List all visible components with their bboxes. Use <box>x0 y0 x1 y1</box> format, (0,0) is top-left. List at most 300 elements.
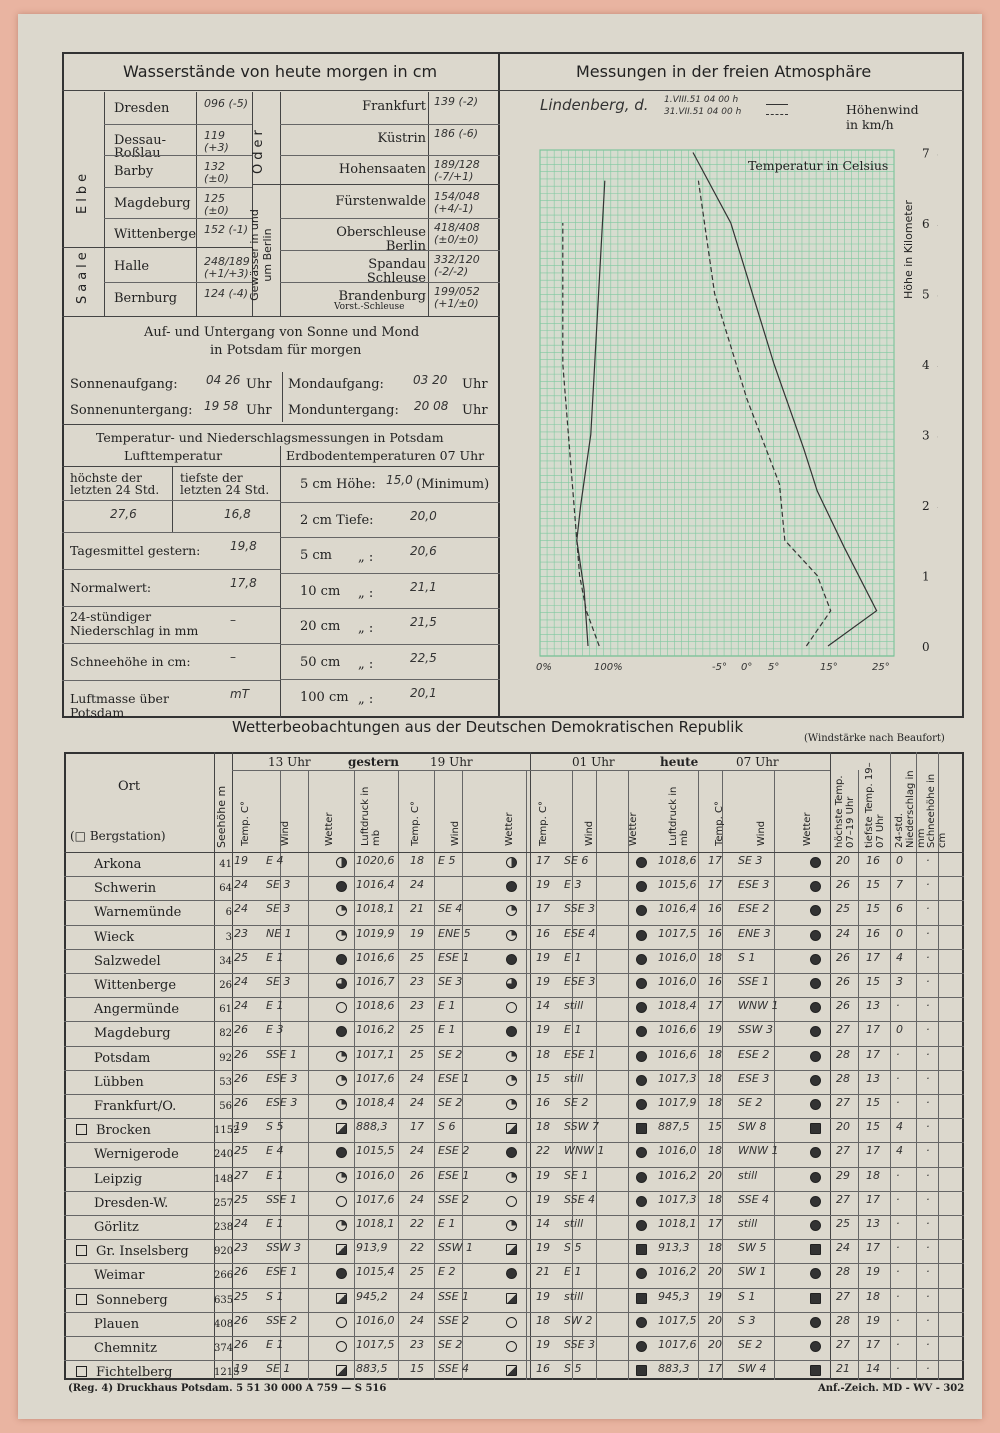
obs-height: 374 <box>214 1343 234 1354</box>
obs-t13: 25 <box>234 950 248 964</box>
obs-w01: SE 6 <box>564 854 589 867</box>
water-left-name: Wittenberge <box>114 227 197 243</box>
obs-n: 4 <box>896 1144 903 1158</box>
obs-t19: 24 <box>410 1096 424 1109</box>
potsdam-right-line <box>280 608 500 609</box>
weather-07-icon <box>810 930 821 941</box>
obs-t19: 26 <box>410 1168 424 1182</box>
obs-t01: 21 <box>536 1265 550 1279</box>
potsdam-right-label: 20 cm <box>300 619 341 634</box>
obs-w07: SSE 4 <box>738 1192 770 1206</box>
uhr-2: Uhr <box>246 403 272 418</box>
potsdam-right-line <box>280 644 500 645</box>
weather-19-icon <box>506 930 517 941</box>
potsdam-left-value: 17,8 <box>230 576 257 590</box>
obs-p19: 888,3 <box>356 1120 388 1134</box>
obs-ort: Görlitz <box>94 1220 139 1235</box>
obs-p07: 1016,6 <box>658 1047 697 1061</box>
obs-n: 0 <box>896 1023 903 1037</box>
potsdam-left-label: Luftmasse über Potsdam <box>70 691 169 720</box>
obs-ort: Brocken <box>96 1123 151 1139</box>
obs-t01: 19 <box>536 1168 550 1182</box>
obs-w19: SSW 1 <box>438 1241 473 1255</box>
weather-07-icon <box>810 1123 821 1134</box>
obs-ort: Salzwedel <box>94 953 161 969</box>
potsdam-right-label: 5 cm <box>300 548 333 563</box>
weather-01-icon <box>636 954 647 965</box>
obs-ort: Gr. Inselsberg <box>96 1244 189 1260</box>
obs-max: 27 <box>836 1096 850 1109</box>
weather-13-icon <box>336 1099 347 1110</box>
obs-p19: 883,5 <box>356 1362 388 1376</box>
obs-n: · <box>896 1313 900 1327</box>
obs-p19: 1017,6 <box>356 1071 395 1085</box>
weather-07-icon <box>810 978 821 989</box>
obs-w07: SW 5 <box>738 1241 767 1255</box>
obs-w01: still <box>564 1071 584 1085</box>
obs-p07: 1015,6 <box>658 878 697 892</box>
weather-13-icon <box>336 1220 347 1231</box>
obs-min: 16 <box>866 854 880 867</box>
obs-w01: WNW 1 <box>564 1144 605 1158</box>
water-right-value: 139 (-2) <box>434 95 479 108</box>
weather-13-icon <box>336 1075 347 1086</box>
obs-p19: 1018,1 <box>356 902 395 916</box>
obs-t13: 26 <box>234 1023 248 1037</box>
obs-t19: 24 <box>410 1313 424 1327</box>
obs-t07: 16 <box>708 926 722 940</box>
x-tick-label: -5° <box>712 662 727 673</box>
obs-t19: 17 <box>410 1120 424 1134</box>
obs-w01: SW 2 <box>564 1313 593 1327</box>
obs-w19: SSE 2 <box>438 1192 470 1206</box>
obs-t13: 26 <box>234 1265 248 1279</box>
obs-p07: 883,3 <box>658 1362 690 1376</box>
weather-07-icon <box>810 954 821 965</box>
obs-s: · <box>926 1338 930 1351</box>
obs-t01: 18 <box>536 1120 550 1134</box>
obs-min: 16 <box>866 926 880 940</box>
obs-t07: 20 <box>708 1265 722 1279</box>
obs-w13: SE 1 <box>266 1362 291 1376</box>
obs-max: 27 <box>836 1192 850 1206</box>
obs-w13: SE 3 <box>266 902 291 916</box>
potsdam-left-value: 19,8 <box>230 539 257 553</box>
weather-01-icon <box>636 1051 647 1062</box>
bergstation-icon <box>76 1245 87 1256</box>
obs-t01: 16 <box>536 1096 550 1109</box>
obs-row-line <box>64 1118 964 1119</box>
obs-max: 27 <box>836 1289 850 1303</box>
obs-min: 19 <box>866 1313 880 1327</box>
obs-row-line <box>64 1021 964 1022</box>
obs-w07: ESE 3 <box>738 1071 770 1085</box>
obs-max: 29 <box>836 1168 850 1182</box>
water-left-rowline <box>104 218 252 219</box>
sunset-value: 19 58 <box>204 399 239 413</box>
obs-hdr-line <box>232 770 830 771</box>
hoechste-value: 27,6 <box>110 507 137 521</box>
obs-t07: 18 <box>708 1192 722 1206</box>
obs-p07: 913,3 <box>658 1241 690 1255</box>
obs-col-heute <box>530 752 531 1380</box>
water-left-name: Halle <box>114 259 150 274</box>
obs-w07: WNW 1 <box>738 1144 779 1158</box>
obs-s: · <box>926 1096 930 1109</box>
obs-p19: 1018,1 <box>356 1217 395 1230</box>
obs-row-line <box>64 1046 964 1047</box>
obs-ort-label: Ort <box>118 779 141 794</box>
obs-w07: SE 2 <box>738 1338 763 1351</box>
obs-t07: 18 <box>708 950 722 964</box>
y-tick-label: 0 <box>922 640 930 654</box>
obs-t13: 24 <box>234 1217 248 1230</box>
obs-w07: SW 4 <box>738 1362 767 1376</box>
weather-19-icon <box>506 1123 517 1134</box>
obs-s: · <box>926 1362 930 1376</box>
obs-t13: 25 <box>234 1144 248 1158</box>
obs-t19: 22 <box>410 1241 424 1255</box>
obs-t07: 19 <box>708 1289 722 1303</box>
obs-min: 17 <box>866 1192 880 1206</box>
potsdam-right-label: 2 cm Tiefe: <box>300 512 374 528</box>
potsdam-left-value: – <box>230 613 236 627</box>
obs-row-line <box>64 1239 964 1240</box>
obs-t01: 19 <box>536 878 550 892</box>
obs-s: · <box>926 999 930 1013</box>
obs-s: · <box>926 950 930 964</box>
obs-w07: SSW 3 <box>738 1023 773 1037</box>
obs-w13: NE 1 <box>266 926 292 940</box>
obs-ort: Warnemünde <box>94 905 182 921</box>
obs-s: · <box>926 1168 930 1182</box>
legend-solid <box>766 104 788 105</box>
weather-07-icon <box>810 1051 821 1062</box>
obs-p07: 1017,3 <box>658 1192 697 1206</box>
obs-t13: 26 <box>234 1071 248 1085</box>
potsdam-left-value: mT <box>230 687 250 701</box>
x-tick-label: 0% <box>536 662 552 673</box>
obs-t01: 14 <box>536 1217 550 1230</box>
obs-h01: 01 Uhr <box>572 755 615 769</box>
obs-p19: 1018,6 <box>356 999 395 1013</box>
potsdam-left-line <box>62 532 280 533</box>
obs-t13: 24 <box>234 999 248 1013</box>
obs-ort: Leipzig <box>94 1171 143 1187</box>
obs-t01: 14 <box>536 999 550 1013</box>
obs-min: 17 <box>866 950 880 964</box>
potsdam-right-label: 50 cm <box>300 654 341 670</box>
obs-sub-header: Temp. C° <box>538 801 549 846</box>
water-right-value: 332/120 (-2/-2) <box>434 253 480 278</box>
bergstation-icon <box>76 1294 87 1305</box>
obs-t07: 17 <box>708 1217 722 1230</box>
obs-max-label: höchste Temp. 07–19 Uhr <box>834 775 856 848</box>
weather-07-icon <box>810 1317 821 1328</box>
weather-07-icon <box>810 1196 821 1207</box>
water-right-rowline <box>280 282 500 283</box>
water-left-rowline <box>104 155 252 156</box>
obs-w19: SSE 2 <box>438 1313 470 1327</box>
paper-sheet <box>18 14 982 1419</box>
water-right-value: 199/052 (+1/±0) <box>434 284 480 310</box>
obs-t07: 18 <box>708 1144 722 1158</box>
obs-w07: SE 2 <box>738 1096 763 1109</box>
water-left-value: 124 (-4) <box>204 286 249 300</box>
obs-height: 635 <box>214 1294 234 1306</box>
obs-t07: 20 <box>708 1338 722 1351</box>
obs-ort: Plauen <box>94 1316 140 1332</box>
obs-t01: 16 <box>536 1362 550 1376</box>
obs-p19: 1017,6 <box>356 1192 395 1206</box>
potsdam-ditto: „ : <box>358 692 374 707</box>
obs-t07: 18 <box>708 1096 722 1109</box>
obs-height: 64 <box>219 883 232 895</box>
obs-w19: SE 2 <box>438 1047 463 1061</box>
obs-w19: E 1 <box>438 1217 456 1230</box>
obs-t19: 25 <box>410 1265 424 1279</box>
obs-ort: Wieck <box>94 929 135 945</box>
bergstation-icon <box>76 1366 87 1377</box>
uhr-3: Uhr <box>462 377 488 392</box>
tiefste-label: tiefste der letzten 24 Std. <box>180 471 270 497</box>
potsdam-left-line <box>62 680 280 681</box>
obs-w13: S 5 <box>266 1120 284 1134</box>
obs-ort: Schwerin <box>94 881 157 897</box>
obs-w19: ESE 1 <box>438 1168 470 1182</box>
obs-n: · <box>896 1338 900 1351</box>
obs-min: 15 <box>866 878 880 892</box>
obs-w13: E 3 <box>266 1023 284 1037</box>
obs-n: 0 <box>896 854 903 867</box>
obs-n: 4 <box>896 950 903 964</box>
y-tick-label: 7 <box>922 146 930 161</box>
weather-07-icon <box>810 1341 821 1352</box>
river-elbe: Elbe <box>75 169 90 214</box>
obs-w13: E 1 <box>266 1217 284 1230</box>
weather-19-icon <box>506 978 517 989</box>
obs-t19: 24 <box>410 1192 424 1206</box>
uhr-1: Uhr <box>246 377 272 392</box>
obs-w13: E 4 <box>266 854 284 867</box>
obs-sub-header: Wetter <box>504 812 515 846</box>
obs-h07: 07 Uhr <box>736 755 779 769</box>
obs-t01: 19 <box>536 1338 550 1351</box>
obs-min: 15 <box>866 902 880 916</box>
obs-t07: 17 <box>708 878 722 892</box>
obs-min-label: tiefste Temp. 19–07 Uhr <box>864 762 886 848</box>
potsdam-right-value: 20,0 <box>410 508 437 523</box>
obs-s: · <box>926 902 930 916</box>
obs-row-line <box>64 1094 964 1095</box>
weather-01-icon <box>636 1317 647 1328</box>
weather-01-icon <box>636 1099 647 1110</box>
obs-p19: 1020,6 <box>356 854 395 867</box>
obs-w01: ESE 4 <box>564 926 596 940</box>
obs-w01: SSE 3 <box>564 1338 596 1351</box>
y-tick-label: 5 <box>922 287 930 302</box>
obs-w19: E 1 <box>438 1023 456 1037</box>
footer-left: (Reg. 4) Druckhaus Potsdam. 5 51 30 000 A 759 — S 516 <box>68 1383 387 1394</box>
obs-t07: 16 <box>708 975 722 988</box>
weather-13-icon <box>336 978 347 989</box>
obs-t01: 19 <box>536 1023 550 1037</box>
obs-w13: SSE 2 <box>266 1313 298 1327</box>
obs-w13: E 1 <box>266 950 284 964</box>
obs-w07: ESE 3 <box>738 878 770 892</box>
potsdam-ditto: „ : <box>358 656 374 672</box>
sunset-label: Sonnenuntergang: <box>70 403 193 418</box>
obs-t07: 19 <box>708 1023 722 1037</box>
obs-max: 24 <box>836 926 850 940</box>
obs-min: 17 <box>866 1047 880 1061</box>
weather-19-icon <box>506 1317 517 1328</box>
obs-t19: 24 <box>410 1144 424 1158</box>
obs-t19: 24 <box>410 878 424 892</box>
weather-19-icon <box>506 1244 517 1255</box>
obs-sub-header: Wetter <box>802 812 813 846</box>
obs-t01: 16 <box>536 926 550 940</box>
obs-berg-label: (□ Bergstation) <box>70 829 166 843</box>
weather-13-icon <box>336 1365 347 1376</box>
obs-t01: 15 <box>536 1071 550 1085</box>
weather-13-icon <box>336 930 347 941</box>
potsdam-right-line <box>280 502 500 503</box>
footer-right: Anf.-Zeich. MD - WV - 302 <box>818 1383 965 1394</box>
obs-t01: 19 <box>536 1192 550 1206</box>
water-right-name: Oberschleuse Berlin <box>336 225 426 255</box>
obs-w07: SE 3 <box>738 854 763 867</box>
obs-ort: Chemnitz <box>94 1341 157 1356</box>
obs-s: · <box>926 1120 930 1134</box>
obs-ort: Fichtelberg <box>96 1365 173 1381</box>
obs-col-see <box>232 752 233 1380</box>
obs-schnee-label: Schneehöhe in cm <box>926 773 948 848</box>
obs-ort: Potsdam <box>94 1050 151 1066</box>
obs-p07: 1017,3 <box>658 1071 697 1085</box>
weather-07-icon <box>810 1365 821 1376</box>
obs-height: 34 <box>219 955 232 967</box>
sunrise-label: Sonnenaufgang: <box>70 377 178 392</box>
potsdam-right-line <box>280 573 500 574</box>
sun-moon-title-1: Auf- und Untergang von Sonne und Mond <box>144 325 420 340</box>
obs-w13: E 4 <box>266 1144 284 1158</box>
weather-07-icon <box>810 1293 821 1304</box>
potsdam-left-value: – <box>230 650 236 664</box>
obs-w01: E 1 <box>564 950 582 964</box>
obs-s: · <box>926 854 930 867</box>
obs-w13: SE 3 <box>266 878 291 892</box>
potsdam-left-label: Tagesmittel gestern: <box>70 543 201 558</box>
obs-w01: SSE 4 <box>564 1192 596 1206</box>
obs-max: 27 <box>836 1144 850 1158</box>
bergstation-icon <box>76 1124 87 1135</box>
obs-p19: 1017,5 <box>356 1338 395 1351</box>
water-right-value: 186 (-6) <box>434 126 479 140</box>
obs-min: 14 <box>866 1362 880 1376</box>
obs-p07: 945,3 <box>658 1289 690 1303</box>
water-left-value: 132 (±0) <box>204 160 229 186</box>
obs-w19: SE 2 <box>438 1338 463 1351</box>
obs-min: 17 <box>866 1241 880 1255</box>
potsdam-right-label: 5 cm Höhe: <box>300 477 376 492</box>
weather-01-icon <box>636 1075 647 1086</box>
obs-t19: 21 <box>410 902 424 916</box>
obs-p19: 1019,9 <box>356 926 395 940</box>
obs-row-line <box>64 925 964 926</box>
obs-subtitle: (Windstärke nach Beaufort) <box>804 733 945 744</box>
water-left-name: Barby <box>114 164 154 180</box>
water-left-value: 125 (±0) <box>204 191 229 217</box>
obs-t19: 18 <box>410 854 424 867</box>
obs-max: 28 <box>836 1071 850 1085</box>
obs-p07: 1016,0 <box>658 950 697 964</box>
obs-height: 257 <box>214 1197 234 1209</box>
obs-row-line <box>64 997 964 998</box>
y-tick-label: 6 <box>922 217 930 231</box>
obs-n: 4 <box>896 1120 903 1134</box>
obs-w01: E 3 <box>564 878 582 892</box>
obs-min: 13 <box>866 1071 880 1085</box>
obs-p07: 1016,2 <box>658 1265 697 1279</box>
obs-min: 18 <box>866 1289 880 1303</box>
obs-min: 17 <box>866 1144 880 1158</box>
obs-height: 238 <box>214 1222 234 1233</box>
water-right-name: Spandau Schleuse <box>366 257 426 286</box>
obs-max: 20 <box>836 1120 850 1134</box>
berlin-divider <box>252 184 500 185</box>
obs-s: · <box>926 1217 930 1230</box>
obs-height: 3 <box>225 931 232 943</box>
atmo-station: Lindenberg, d. <box>540 96 649 114</box>
weather-01-icon <box>636 978 647 989</box>
obs-n: · <box>896 1096 900 1109</box>
water-left-name: Bernburg <box>114 290 178 306</box>
obs-min: 18 <box>866 1168 880 1182</box>
obs-t01: 17 <box>536 854 550 867</box>
chart-title: Temperatur in Celsius <box>748 158 889 173</box>
obs-height: 82 <box>219 1028 232 1040</box>
water-right-rowline <box>280 218 500 219</box>
obs-t07: 18 <box>708 1047 722 1061</box>
obs-n: · <box>896 1047 900 1061</box>
moonrise-label: Mondaufgang: <box>288 377 384 392</box>
x-tick-label: 0° <box>741 662 753 673</box>
obs-height: 53 <box>219 1076 232 1088</box>
obs-w19: ESE 1 <box>438 1071 470 1085</box>
obs-row-line <box>64 900 964 901</box>
obs-t01: 19 <box>536 1289 550 1303</box>
water-left-value: 152 (-1) <box>204 223 249 237</box>
potsdam-right-extra: (Minimum) <box>416 477 490 492</box>
weather-13-icon <box>336 1172 347 1183</box>
obs-p19: 1016,0 <box>356 1168 395 1182</box>
obs-s: · <box>926 1241 930 1255</box>
obs-t19: 25 <box>410 1023 424 1037</box>
potsdam-right-value: 21,5 <box>410 615 437 629</box>
obs-p19: 1016,2 <box>356 1023 395 1037</box>
water-left-value: 248/189 (+1/+3) <box>204 255 250 280</box>
atmo-title: Messungen in der freien Atmosphäre <box>576 62 872 81</box>
obs-w07: SSE 1 <box>738 975 770 988</box>
obs-w13: SE 3 <box>266 975 291 988</box>
obs-max: 26 <box>836 950 850 964</box>
obs-w19: ESE 1 <box>438 950 470 964</box>
obs-t13: 25 <box>234 1289 248 1303</box>
obs-row-line <box>64 1215 964 1216</box>
water-right-rowline <box>280 250 500 251</box>
obs-max: 26 <box>836 878 850 892</box>
